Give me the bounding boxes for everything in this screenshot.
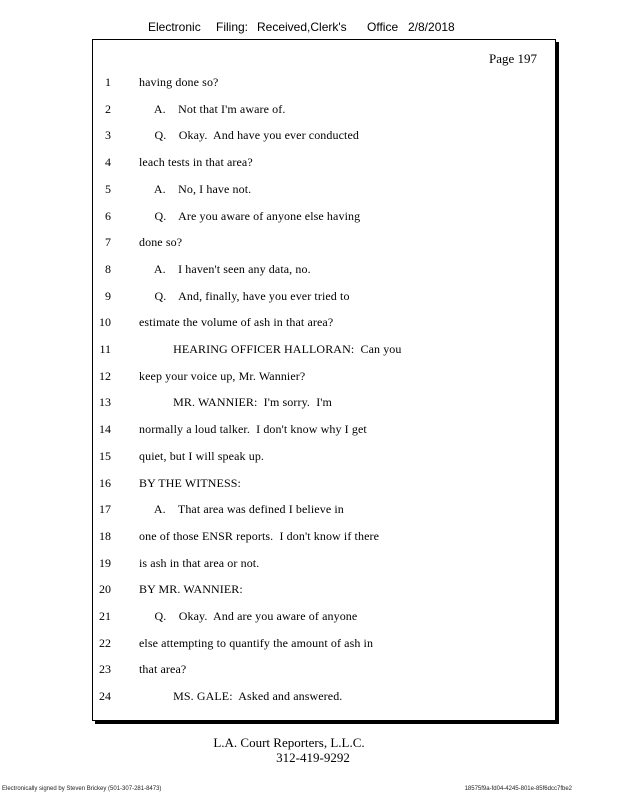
transcript-line	[93, 553, 555, 573]
transcript-line	[93, 392, 555, 412]
transcript-line	[93, 312, 555, 332]
line-number: 18	[99, 528, 111, 543]
line-text: A. I haven't seen any data, no.	[139, 261, 311, 276]
transcript-line	[93, 286, 555, 306]
line-number: 8	[105, 261, 111, 276]
filing-electronic: Electronic	[148, 20, 201, 34]
transcript-line	[93, 606, 555, 626]
line-text: Q. And, finally, have you ever tried to	[139, 288, 350, 303]
line-text: A. That area was defined I believe in	[139, 502, 344, 517]
transcript-line	[93, 686, 555, 706]
line-text: Q. Okay. And are you aware of anyone	[139, 609, 358, 623]
line-number: 2	[105, 101, 111, 116]
transcript-page	[92, 39, 556, 721]
transcript-line	[93, 232, 555, 252]
line-number: 11	[99, 342, 111, 356]
line-text: else attempting to quantify the amount of ash in	[139, 635, 374, 650]
filing-received: Received,Clerk's	[257, 20, 347, 34]
footer-phone: 312-419-9292	[276, 750, 350, 765]
line-number: 1	[105, 75, 111, 89]
line-number: 5	[105, 181, 111, 196]
line-text: quiet, but I will speak up.	[139, 448, 265, 463]
line-number: 9	[105, 288, 111, 303]
line-number: 4	[105, 155, 111, 170]
line-text: leach tests in that area?	[139, 155, 253, 170]
transcript-line	[93, 366, 555, 386]
line-text: one of those ENSR reports. I don't know if there	[139, 528, 380, 543]
transcript-line	[93, 499, 555, 519]
line-text: Q. Okay. And have you ever conducted	[139, 128, 359, 143]
line-number: 19	[99, 555, 111, 570]
line-number: 15	[99, 448, 111, 463]
electronic-signature: Electronically signed by Steven Brickey (501-307-281-8473)	[2, 786, 162, 792]
footer-company: L.A. Court Reporters, L.L.C.	[213, 735, 365, 750]
line-number: 17	[99, 502, 111, 517]
transcript-line	[93, 99, 555, 119]
line-text: estimate the volume of ash in that area?	[139, 315, 334, 330]
line-number: 3	[105, 128, 111, 143]
transcript-line	[93, 259, 555, 279]
line-number: 20	[99, 582, 111, 597]
line-number: 23	[99, 662, 111, 677]
line-text: is ash in that area or not.	[139, 555, 260, 570]
line-number: 22	[99, 635, 111, 650]
filing-stamp-header	[0, 20, 618, 36]
transcript-line	[93, 659, 555, 679]
line-text: done so?	[139, 235, 183, 250]
line-text: keep your voice up, Mr. Wannier?	[139, 368, 306, 383]
transcript-line	[93, 473, 555, 493]
document-hash: 18575f9a-fd04-4245-801e-85f6dcc7fbe2	[464, 786, 572, 792]
line-text: that area?	[139, 662, 187, 677]
transcript-line	[93, 125, 555, 145]
transcript-line	[93, 206, 555, 226]
line-number: 21	[99, 609, 111, 623]
line-text: HEARING OFFICER HALLORAN: Can you	[139, 342, 402, 356]
line-text: Q. Are you aware of anyone else having	[139, 208, 361, 223]
line-text: normally a loud talker. I don't know why I get	[139, 422, 367, 437]
transcript-line	[93, 446, 555, 466]
line-text: A. Not that I'm aware of.	[139, 101, 286, 116]
line-number: 12	[99, 368, 111, 383]
line-number: 14	[99, 422, 111, 437]
filing-date: 2/8/2018	[408, 20, 455, 34]
line-number: 13	[99, 395, 111, 410]
line-number: 24	[99, 689, 111, 704]
transcript-line	[93, 526, 555, 546]
line-text: A. No, I have not.	[139, 181, 252, 196]
transcript-line	[93, 579, 555, 599]
transcript-line	[93, 152, 555, 172]
page-number: Page 197	[488, 51, 537, 66]
line-text: MR. WANNIER: I'm sorry. I'm	[139, 395, 332, 410]
filing-office: Office	[367, 20, 399, 34]
transcript-line	[93, 419, 555, 439]
transcript-line	[93, 339, 555, 359]
line-number: 6	[105, 208, 111, 223]
filing-label: Filing:	[216, 20, 249, 34]
line-number: 10	[99, 315, 111, 330]
line-text: having done so?	[139, 75, 219, 89]
transcript-line	[93, 179, 555, 199]
line-number: 7	[105, 235, 111, 250]
transcript-line	[93, 72, 555, 92]
line-text: BY THE WITNESS:	[139, 475, 241, 490]
line-text: BY MR. WANNIER:	[139, 582, 243, 597]
transcript-line	[93, 633, 555, 653]
line-text: MS. GALE: Asked and answered.	[139, 689, 343, 704]
line-number: 16	[99, 475, 111, 490]
